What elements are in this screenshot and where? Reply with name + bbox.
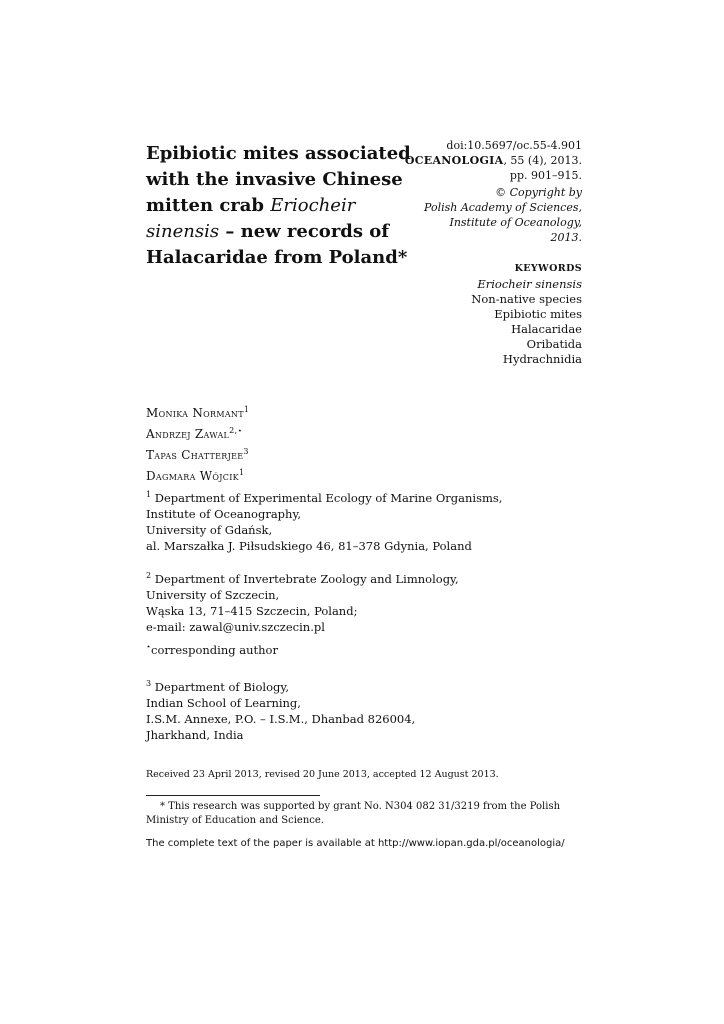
affiliation-line: University of Gdańsk,	[146, 522, 273, 537]
title-species-genus: Eriocheir	[270, 195, 356, 216]
affiliation-line: Indian School of Learning,	[146, 695, 301, 710]
author-affiliation-mark: 1	[243, 405, 250, 414]
affiliation-line: Wąska 13, 71–415 Szczecin, Poland;	[146, 603, 358, 618]
copyright-line: Institute of Oceanology,	[449, 216, 582, 229]
keyword: Oribatida	[526, 337, 582, 351]
corresponding-mark: ⋆	[146, 642, 152, 651]
title-line: Halacaridae from Poland*	[146, 247, 408, 268]
author-affiliation-mark: 1	[238, 468, 245, 477]
affiliation-line: Institute of Oceanography,	[146, 506, 302, 521]
title-line: with the invasive Chinese	[146, 169, 403, 190]
title-text: – new records of	[219, 221, 390, 242]
author-affiliation-mark: 3	[243, 447, 249, 456]
author	[146, 443, 249, 464]
affiliation-2	[146, 568, 459, 619]
footnote: * This research was supported by grant No. N304 082 31/3219 from the Polish Ministry of Education and Science.	[146, 801, 561, 826]
author-name: Tapas Chatterjee	[146, 448, 244, 462]
affiliation-line	[146, 487, 502, 506]
author-name: Dagmara Wójcik	[146, 469, 239, 483]
journal-line	[400, 153, 582, 168]
author-name: Monika Normant	[146, 406, 244, 420]
title-species-epithet: sinensis	[146, 221, 220, 242]
affiliation-line	[146, 676, 415, 695]
corresponding-author-note	[146, 639, 278, 658]
doi: doi:10.5697/oc.55-4.901	[446, 139, 582, 152]
affiliation-line: University of Szczecin,	[146, 587, 280, 602]
fulltext-availability: The complete text of the paper is available at http://www.iopan.gda.pl/oceanologia/	[146, 838, 565, 849]
citation-info	[400, 138, 582, 183]
keyword: Halacaridae	[511, 322, 582, 336]
title-text: mitten crab	[146, 195, 271, 216]
keyword: Eriocheir sinensis	[477, 277, 582, 291]
corresponding-text: corresponding author	[151, 642, 278, 657]
journal-name: OCEANOLOGIA	[404, 154, 504, 167]
contact-email: e-mail: zawal@univ.szczecin.pl	[146, 620, 325, 634]
keyword: Non-native species	[471, 292, 582, 306]
keyword: Hydrachnidia	[502, 352, 582, 366]
affiliation-text: Department of Experimental Ecology of Marine Organisms,	[151, 490, 503, 505]
affiliation-text: Department of Biology,	[151, 679, 289, 694]
copyright-line: Polish Academy of Sciences,	[423, 201, 582, 214]
copyright-line: 2013.	[550, 231, 582, 244]
paper-title	[146, 141, 411, 271]
pages: pp. 901–915.	[509, 169, 582, 182]
title-line: Epibiotic mites associated	[146, 143, 411, 164]
copyright-notice	[400, 185, 582, 245]
author-list	[146, 401, 249, 485]
author	[146, 464, 249, 485]
affiliation-line: Jharkhand, India	[146, 727, 244, 742]
author	[146, 422, 249, 443]
keywords-block	[400, 261, 582, 367]
affiliation-line: I.S.M. Annexe, P.O. – I.S.M., Dhanbad 826004,	[146, 711, 416, 726]
author	[146, 401, 249, 422]
title-line	[146, 193, 386, 219]
affiliation-mark: 3	[146, 679, 152, 688]
affiliation-line: al. Marszałka J. Piłsudskiego 46, 81–378 Gdynia, Poland	[146, 538, 472, 553]
copyright-line: © Copyright by	[495, 186, 582, 199]
affiliation-mark: 2	[146, 571, 152, 580]
affiliation-text: Department of Invertebrate Zoology and Limnology,	[151, 571, 459, 586]
received-dates: Received 23 April 2013, revised 20 June 2013, accepted 12 August 2013.	[146, 769, 499, 780]
affiliation-1	[146, 487, 502, 554]
affiliation-mark: 1	[146, 490, 152, 499]
affiliation-3	[146, 676, 415, 743]
author-affiliation-mark: 2,⋆	[229, 426, 243, 435]
footnote-rule	[146, 795, 320, 796]
keywords-heading: KEYWORDS	[514, 263, 582, 274]
journal-issue: , 55 (4), 2013.	[503, 154, 582, 167]
author-name: Andrzej Zawal	[146, 427, 230, 441]
affiliation-line	[146, 568, 459, 587]
title-line	[146, 219, 390, 245]
keyword: Epibiotic mites	[494, 307, 582, 321]
